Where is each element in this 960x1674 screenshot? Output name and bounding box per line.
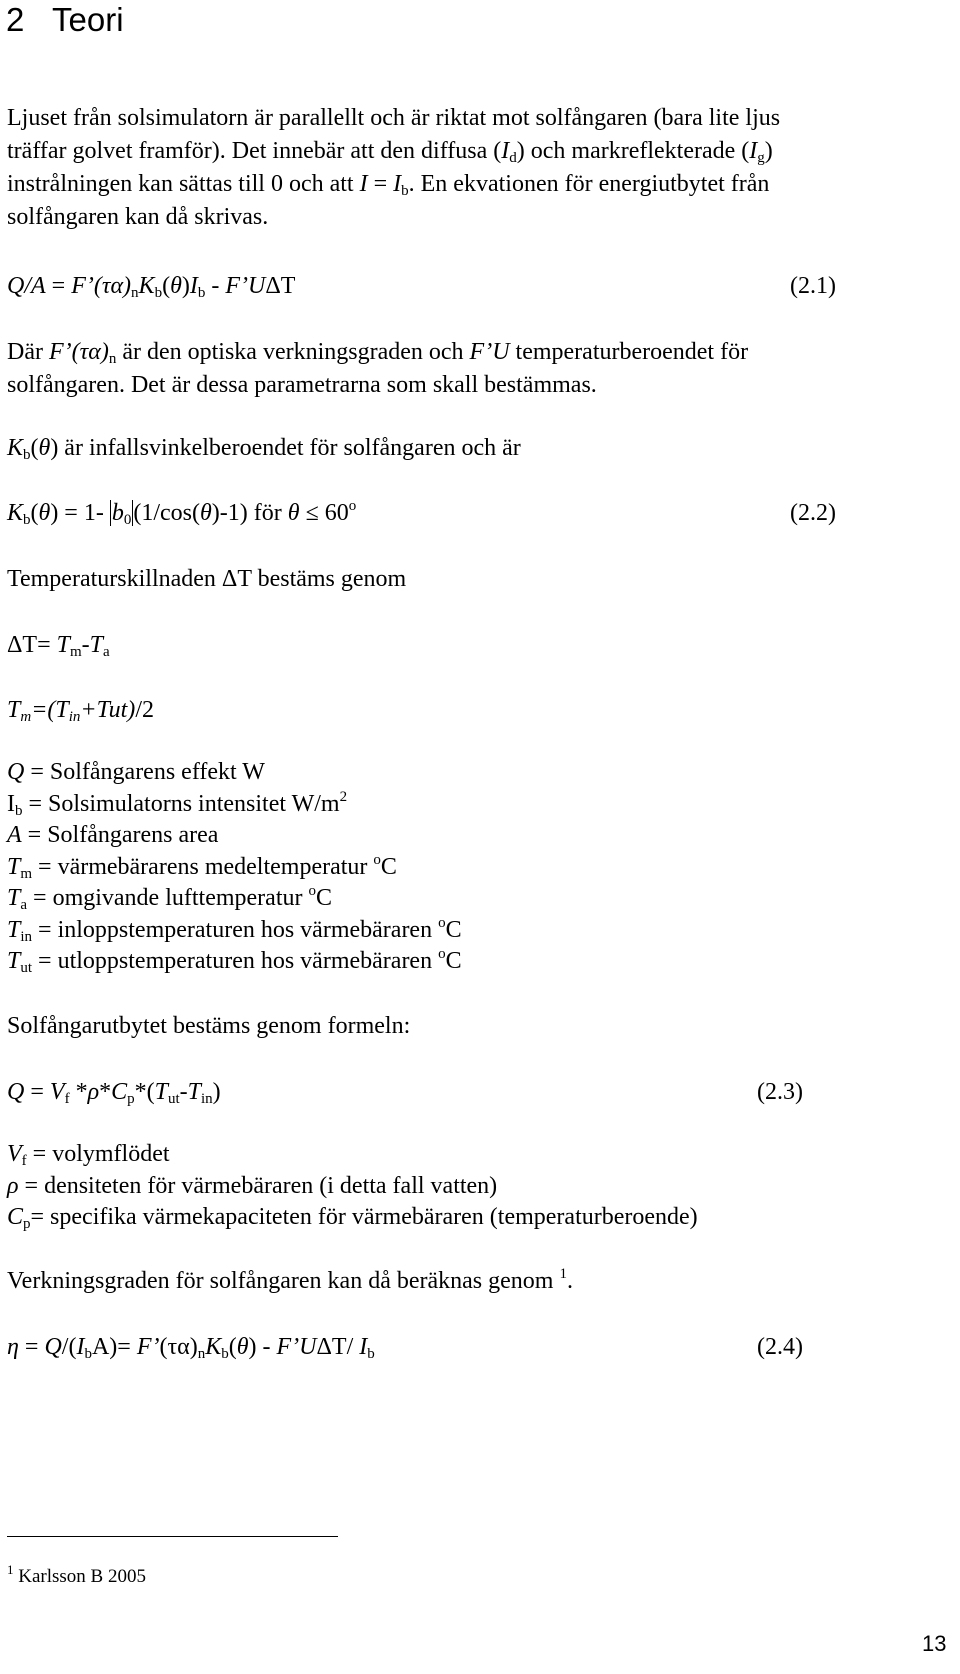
intro-line-1: Ljuset från solsimulatorn är parallellt och är riktat mot solfångaren (bara lite ljus bbox=[7, 105, 781, 131]
definition-item: Q = Solfångarens effekt W bbox=[7, 759, 265, 785]
definition-item: $T_a$ = omgivande lufttemperatur $^o$C bbox=[7, 883, 332, 913]
intro-line-2: träffar golvet framför). Det innebär att den diffusa $(I_d)$ och markreflekterade $(I_g)$ bbox=[7, 138, 773, 166]
definition-item: ρ = densiteten för värmebäraren (i detta fall vatten) bbox=[7, 1172, 498, 1199]
definition-item: $T_{ut}$ = utloppstemperaturen hos värmebäraren $^o$C bbox=[7, 946, 462, 976]
equation-2-4: $\eta = Q/(I_bA)=$ $F’(\tau\alpha)_nK_b(\theta)$ - F’UΔT/ $I_b$ bbox=[7, 1334, 375, 1362]
page-number: 13 bbox=[922, 1631, 947, 1656]
section-heading bbox=[6, 0, 124, 40]
intro-line-3: instrålningen kan sättas till 0 och att $I = I_b$. En ekvationen för energiutbytet från bbox=[7, 171, 770, 199]
equation-number-2-2: (2.2) bbox=[790, 500, 836, 526]
equation-2-1: $Q/A = F’(\tau\alpha)_nK_b(\theta)I_b$ - F’UΔT bbox=[7, 273, 296, 301]
footnote-reference: 1 bbox=[559, 1266, 567, 1282]
definition-item: $C_p=$ specifika värmekapaciteten för värmebäraren (temperaturberoende) bbox=[7, 1204, 698, 1232]
equation-2-3: $Q = V_f$ $*\rho*C_p*(T_{ut}-T_{in})$ bbox=[7, 1079, 221, 1107]
formula-intro: Solfångarutbytet bestäms genom formeln: bbox=[7, 1013, 411, 1039]
definition-item: $I_b$ = Solsimulatorns intensitet $W/m^2$ bbox=[7, 788, 348, 819]
symbol-definitions bbox=[7, 757, 462, 978]
section-number: 2 bbox=[6, 1, 25, 38]
footnote-separator bbox=[7, 1536, 338, 1537]
equation-tm: $T_m=(T_{in}+Tut)/2$ bbox=[7, 697, 154, 725]
description-line-2: solfångaren. Det är dessa parametrarna som skall bestämmas. bbox=[7, 372, 597, 398]
definition-item: $V_f$ = volymflödet bbox=[7, 1141, 170, 1169]
equation-number-2-1: (2.1) bbox=[790, 273, 836, 299]
efficiency-intro: Verkningsgraden för solfångaren kan då beräknas genom $^1$. bbox=[7, 1266, 573, 1294]
definition-item: $T_{in}$ = inloppstemperaturen hos värmebäraren $^o$C bbox=[7, 914, 462, 945]
description-line-1: Där $F’(\tau\alpha)_n$ är den optiska verkningsgraden och F’U temperaturberoendet för bbox=[7, 339, 749, 367]
intro-paragraph bbox=[7, 102, 780, 234]
intro-line-4: solfångaren kan då skrivas. bbox=[7, 204, 269, 230]
description-paragraph bbox=[7, 336, 748, 402]
equation-number-2-4: (2.4) bbox=[757, 1334, 803, 1360]
incidence-angle-text: $K_b(\theta)$ är infallsvinkelberoendet för solfångaren och är bbox=[7, 435, 521, 463]
equation-2-2: $K_b(\theta) = 1-$ $b_0(1/\cos(\theta)-1)$ för $\theta \le 60^o$ bbox=[7, 498, 357, 528]
section-title: Teori bbox=[52, 1, 124, 38]
equation-number-2-3: (2.3) bbox=[757, 1079, 803, 1105]
definition-item: A = Solfångarens area bbox=[7, 822, 219, 848]
temperature-difference-text: Temperaturskillnaden ΔT bestäms genom bbox=[7, 566, 407, 592]
flow-definitions bbox=[7, 1139, 698, 1234]
definition-item: $T_m$ = värmebärarens medeltemperatur $^o$C bbox=[7, 851, 397, 882]
equation-delta-t: $\Delta T= T_m-T_a$ bbox=[7, 632, 110, 660]
footnote: $^1$ Karlsson B 2005 bbox=[7, 1562, 146, 1587]
